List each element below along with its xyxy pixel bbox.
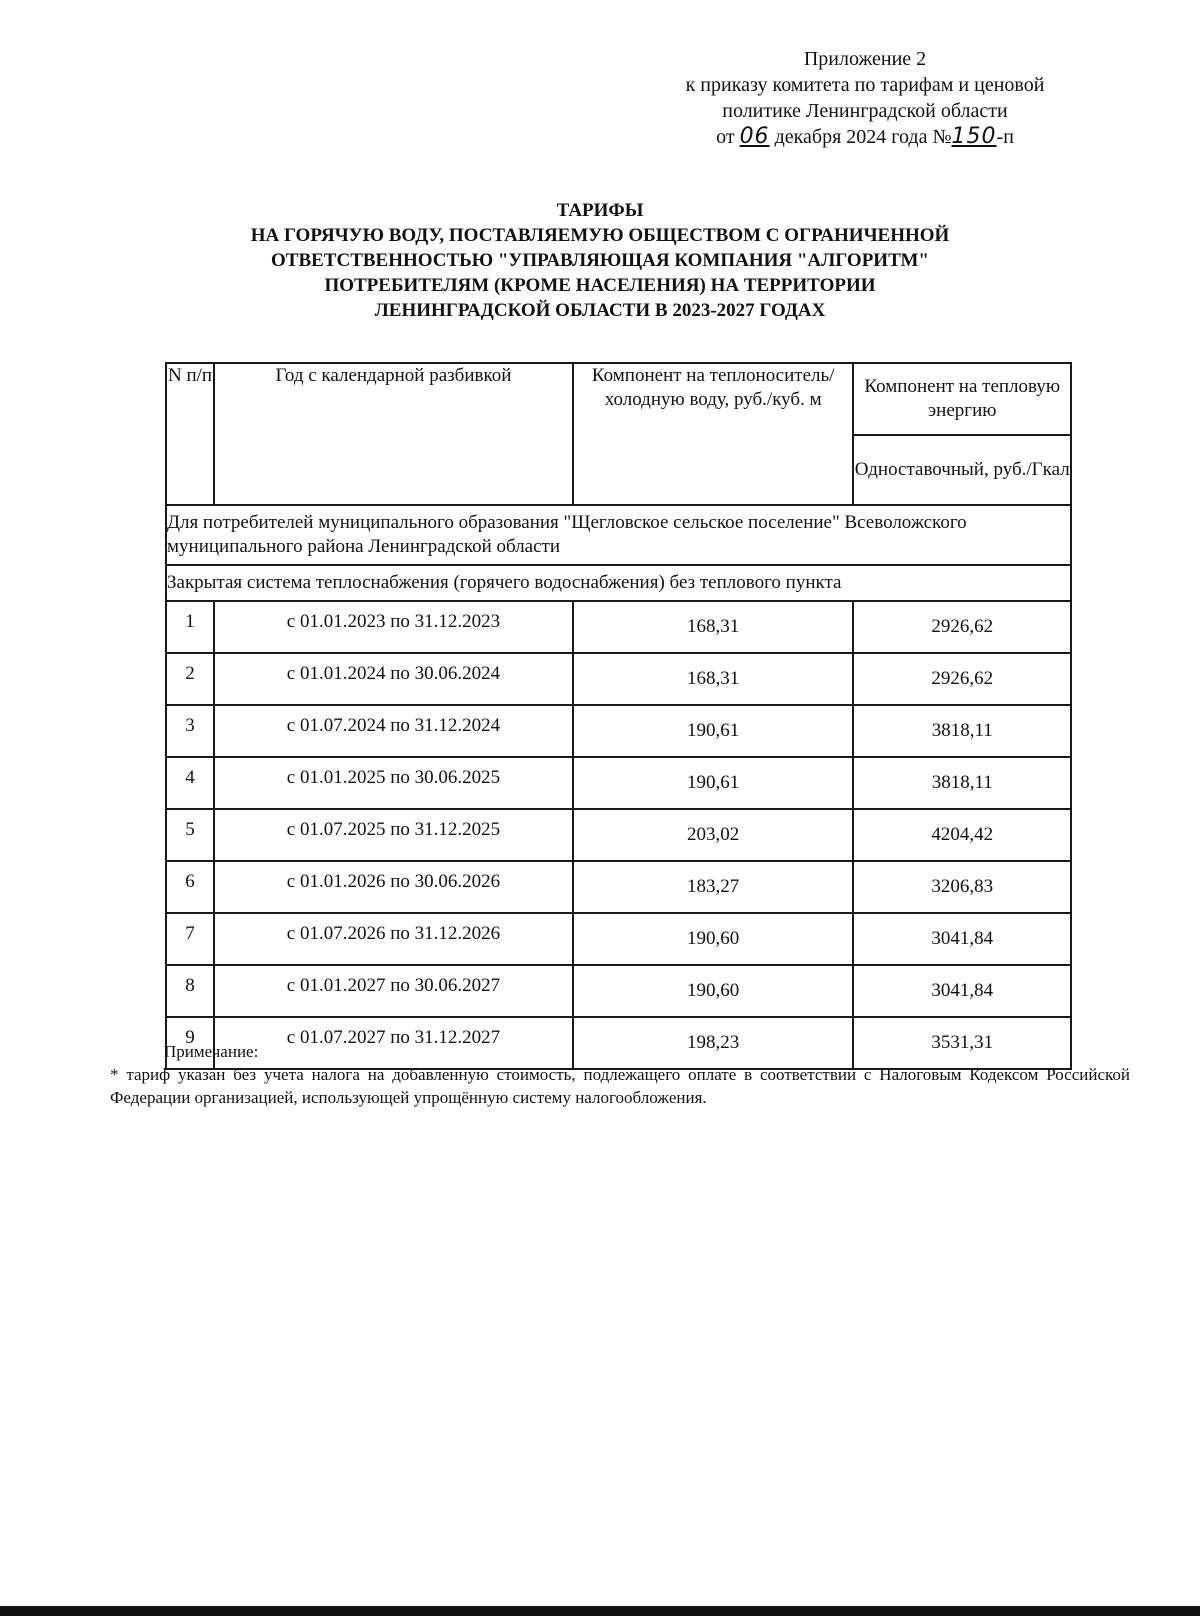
row-num: 1 bbox=[166, 601, 214, 653]
handwritten-order-number: 150 bbox=[951, 124, 997, 149]
row-num: 3 bbox=[166, 705, 214, 757]
section-municipal: Для потребителей муниципального образования "Щегловское сельское поселение" Всеволожского муниципального района Ленинградской области bbox=[166, 505, 1071, 565]
row-energy: 3818,11 bbox=[853, 757, 1071, 809]
row-period: с 01.01.2024 по 30.06.2024 bbox=[214, 653, 573, 705]
row-num: 7 bbox=[166, 913, 214, 965]
row-period: с 01.07.2027 по 31.12.2027 bbox=[214, 1017, 573, 1069]
row-num: 6 bbox=[166, 861, 214, 913]
row-water: 198,23 bbox=[573, 1017, 854, 1069]
appendix-header bbox=[630, 46, 1100, 150]
appendix-committee-line: политике Ленинградской области bbox=[722, 100, 1008, 122]
header-num: N п/п bbox=[166, 363, 214, 505]
row-period: с 01.01.2027 по 30.06.2027 bbox=[214, 965, 573, 1017]
table-row bbox=[166, 653, 1071, 705]
row-energy: 4204,42 bbox=[853, 809, 1071, 861]
row-water: 168,31 bbox=[573, 601, 854, 653]
row-num: 2 bbox=[166, 653, 214, 705]
appendix-title: Приложение 2 bbox=[803, 48, 927, 70]
table-header-row bbox=[166, 363, 1071, 435]
row-water: 168,31 bbox=[573, 653, 854, 705]
row-num: 8 bbox=[166, 965, 214, 1017]
title-line-3: ОТВЕТСТВЕННОСТЬЮ "УПРАВЛЯЮЩАЯ КОМПАНИЯ "АЛГОРИТМ" bbox=[271, 250, 929, 271]
section-row-system bbox=[166, 565, 1071, 601]
row-num: 9 bbox=[166, 1017, 214, 1069]
row-period: с 01.07.2024 по 31.12.2024 bbox=[214, 705, 573, 757]
row-water: 190,60 bbox=[573, 965, 854, 1017]
row-water: 190,60 bbox=[573, 913, 854, 965]
table-row bbox=[166, 601, 1071, 653]
row-period: с 01.07.2025 по 31.12.2025 bbox=[214, 809, 573, 861]
row-num: 4 bbox=[166, 757, 214, 809]
handwritten-day: 06 bbox=[739, 124, 770, 149]
row-period: с 01.01.2023 по 31.12.2023 bbox=[214, 601, 573, 653]
title-line-4: ПОТРЕБИТЕЛЯМ (КРОМЕ НАСЕЛЕНИЯ) НА ТЕРРИТОРИИ bbox=[324, 275, 876, 296]
row-energy: 3041,84 bbox=[853, 965, 1071, 1017]
row-energy: 2926,62 bbox=[853, 653, 1071, 705]
table-row bbox=[166, 757, 1071, 809]
title-line-2: НА ГОРЯЧУЮ ВОДУ, ПОСТАВЛЯЕМУЮ ОБЩЕСТВОМ С ОГРАНИЧЕННОЙ bbox=[250, 225, 950, 246]
note-title: Примечание: bbox=[164, 1042, 259, 1061]
row-water: 203,02 bbox=[573, 809, 854, 861]
appendix-date-line bbox=[630, 124, 1100, 150]
document-title bbox=[140, 198, 1060, 323]
appendix-order-line: к приказу комитета по тарифам и ценовой bbox=[685, 74, 1045, 96]
date-middle: декабря 2024 года № bbox=[774, 126, 952, 148]
row-water: 183,27 bbox=[573, 861, 854, 913]
date-prefix: от bbox=[716, 126, 735, 148]
header-water: Компонент на теплоноситель/холодную воду, руб./куб. м bbox=[573, 363, 854, 505]
row-period: с 01.01.2026 по 30.06.2026 bbox=[214, 861, 573, 913]
table-row bbox=[166, 705, 1071, 757]
section-row-municipal bbox=[166, 505, 1071, 565]
footnote bbox=[110, 1040, 1130, 1109]
table-row bbox=[166, 965, 1071, 1017]
row-energy: 3531,31 bbox=[853, 1017, 1071, 1069]
table-row bbox=[166, 809, 1071, 861]
title-line-1: ТАРИФЫ bbox=[556, 200, 644, 221]
row-energy: 3206,83 bbox=[853, 861, 1071, 913]
row-num: 5 bbox=[166, 809, 214, 861]
row-period: с 01.07.2026 по 31.12.2026 bbox=[214, 913, 573, 965]
title-line-5: ЛЕНИНГРАДСКОЙ ОБЛАСТИ В 2023-2027 ГОДАХ bbox=[374, 300, 826, 321]
row-energy: 2926,62 bbox=[853, 601, 1071, 653]
row-energy: 3818,11 bbox=[853, 705, 1071, 757]
header-energy: Компонент на тепловую энергию bbox=[853, 363, 1071, 435]
row-period: с 01.01.2025 по 30.06.2025 bbox=[214, 757, 573, 809]
table-row bbox=[166, 913, 1071, 965]
note-text: * тариф указан без учета налога на добавленную стоимость, подлежащего оплате в соответствии с Налоговым Кодексом Российской Федерации организацией, использующей упрощённую систему налогообложения. bbox=[110, 1065, 1130, 1107]
date-suffix: -п bbox=[996, 126, 1014, 148]
section-system: Закрытая система теплоснабжения (горячего водоснабжения) без теплового пункта bbox=[166, 565, 1071, 601]
table-row bbox=[166, 861, 1071, 913]
header-year: Год с календарной разбивкой bbox=[214, 363, 573, 505]
header-energy-single-rate: Одноставочный, руб./Гкал bbox=[853, 435, 1071, 505]
row-water: 190,61 bbox=[573, 705, 854, 757]
row-water: 190,61 bbox=[573, 757, 854, 809]
tariff-table bbox=[165, 362, 1072, 1070]
scan-edge-bar bbox=[0, 1606, 1200, 1616]
row-energy: 3041,84 bbox=[853, 913, 1071, 965]
